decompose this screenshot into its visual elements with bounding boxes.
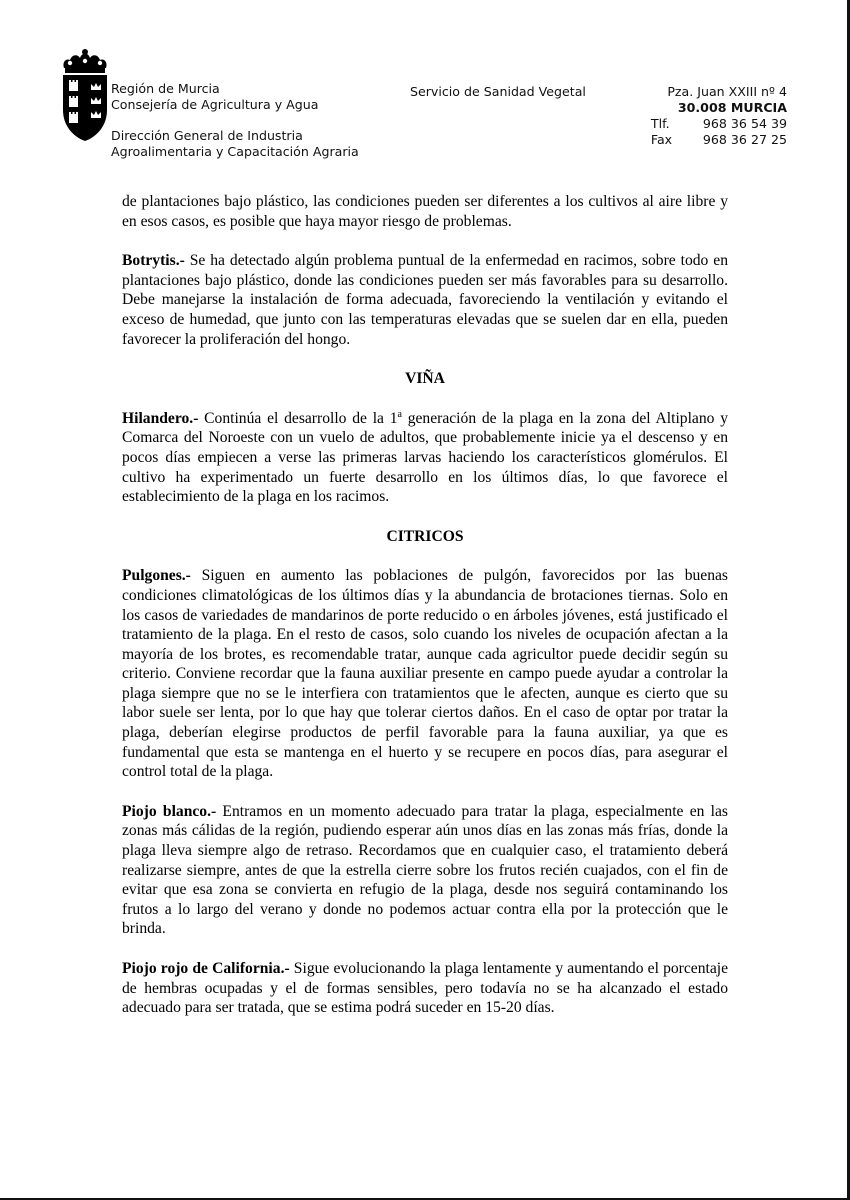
fax-label: Fax [650,132,673,147]
phone-number: 968 36 54 39 [702,116,787,131]
piojo-blanco-paragraph [122,802,728,939]
document-body [122,192,728,1038]
org-department: Consejería de Agricultura y Agua [111,97,319,112]
phone-line [620,116,787,132]
hilandero-paragraph [122,409,728,507]
piojo-rojo-text: Sigue evolucionando la plaga lentamente y aumentando el porcentaje de hembras ocupadas y el de formas sensibles, pero todavía no se ha alcanzado el estado adecuado para ser tratada, que se estima podrá suceder en 15-20 días. [122,960,728,1017]
hilandero-term: Hilandero.- [122,409,199,427]
piojo-rojo-paragraph [122,959,728,1018]
address-street: Pza. Juan XXIII nº 4 [667,84,787,99]
region-murcia-coat-of-arms-logo [60,48,110,143]
org-name: Región de Murcia [111,81,220,96]
piojo-blanco-text: Entramos en un momento adecuado para tratar la plaga, especialmente en las zonas más cálidas de la región, pudiendo esperar aún unos días en las zonas más frías, donde la plaga lleva siempre algo de retraso. Recordamos que en cualquier caso, el tratamiento deberá realizarse siempre, antes de que la estrella cierre sobre los frutos recién cuajados, con el fin de evitar que esa zona se convierta en refugio de la plaga, desde nos seguirá contaminando los frutos a lo largo del verano y donde no podemos actuar contra ella por la protección que le brinda. [122,802,729,938]
header-directorate [111,128,359,160]
address-city: 30.008 MURCIA [677,100,787,115]
header-organization [111,81,318,113]
pulgones-term: Pulgones.- [122,567,191,585]
botrytis-paragraph [122,251,728,349]
piojo-rojo-term: Piojo rojo de California.- [122,960,290,977]
fax-line [620,132,787,148]
intro-paragraph: de plantaciones bajo plástico, las condiciones pueden ser diferentes a los cultivos al aire libre y en esos casos, es posible que haya mayor riesgo de problemas. [122,193,728,230]
header-contact [620,84,787,148]
pulgones-paragraph [122,566,728,782]
directorate-line2: Agroalimentaria y Capacitación Agraria [111,144,359,159]
piojo-blanco-term: Piojo blanco.- [122,802,217,820]
hilandero-text-a: Continúa el desarrollo de la 1 [198,409,398,427]
section-title-vina: VIÑA [405,370,445,388]
hilandero-superscript: a [397,408,402,420]
phone-label: Tlf. [650,116,670,131]
directorate-line1: Dirección General de Industria [111,128,303,143]
fax-number: 968 36 27 25 [702,132,787,147]
section-title-citricos: CITRICOS [386,527,464,545]
botrytis-term: Botrytis.- [122,252,185,270]
header-service: Servicio de Sanidad Vegetal [410,84,586,99]
botrytis-text: Se ha detectado algún problema puntual de la enfermedad en racimos, sobre todo en plantaciones bajo plástico, donde las condiciones pueden ser más favorables para su desarrollo. Debe manejarse la instalación de forma adecuada, favoreciendo la ventilación y evitando el exceso de humedad, que junto con las temperaturas elevadas que se suelen dar en ella, pueden favorecer la proliferación del hongo. [122,252,728,348]
pulgones-text: Siguen en aumento las poblaciones de pulgón, favorecidos por las buenas condiciones climatológicas de los últimos días y la abundancia de brotaciones tiernas. Solo en los casos de variedades de mandarinos de porte reducido o en árboles jóvenes, está justificado el tratamiento de la plaga. En el resto de casos, solo cuando los niveles de ocupación afectan a la mayoría de los brotes, es recomendable tratar, aunque cada agricultor puede decidir según su criterio. Conviene recordar que la fauna auxiliar presente en campo puede ayudar a controlar la plaga siempre que no se le interfiera con tratamientos que le afecten, aunque es cierto que su labor suele ser lenta, por lo que hay que tolerar ciertos daños. En el caso de optar por tratar la plaga, deberían elegirse productos de perfil favorable para la fauna auxiliar, ya que es fundamental que esta se mantenga en el huerto y se recupere en pocos días, para asegurar el control total de la plaga. [122,567,728,781]
hilandero-text-b: generación de la plaga en la zona del Altiplano y Comarca del Noroeste con un vuelo de adultos, que probablemente inicie ya el descenso y en pocos días empiecen a verse las primeras larvas haciendo los característicos glomérulos. El cultivo ha experimentado un fuerte desarrollo en los últimos días, lo que favorece el establecimiento de la plaga en los racimos. [122,409,728,506]
